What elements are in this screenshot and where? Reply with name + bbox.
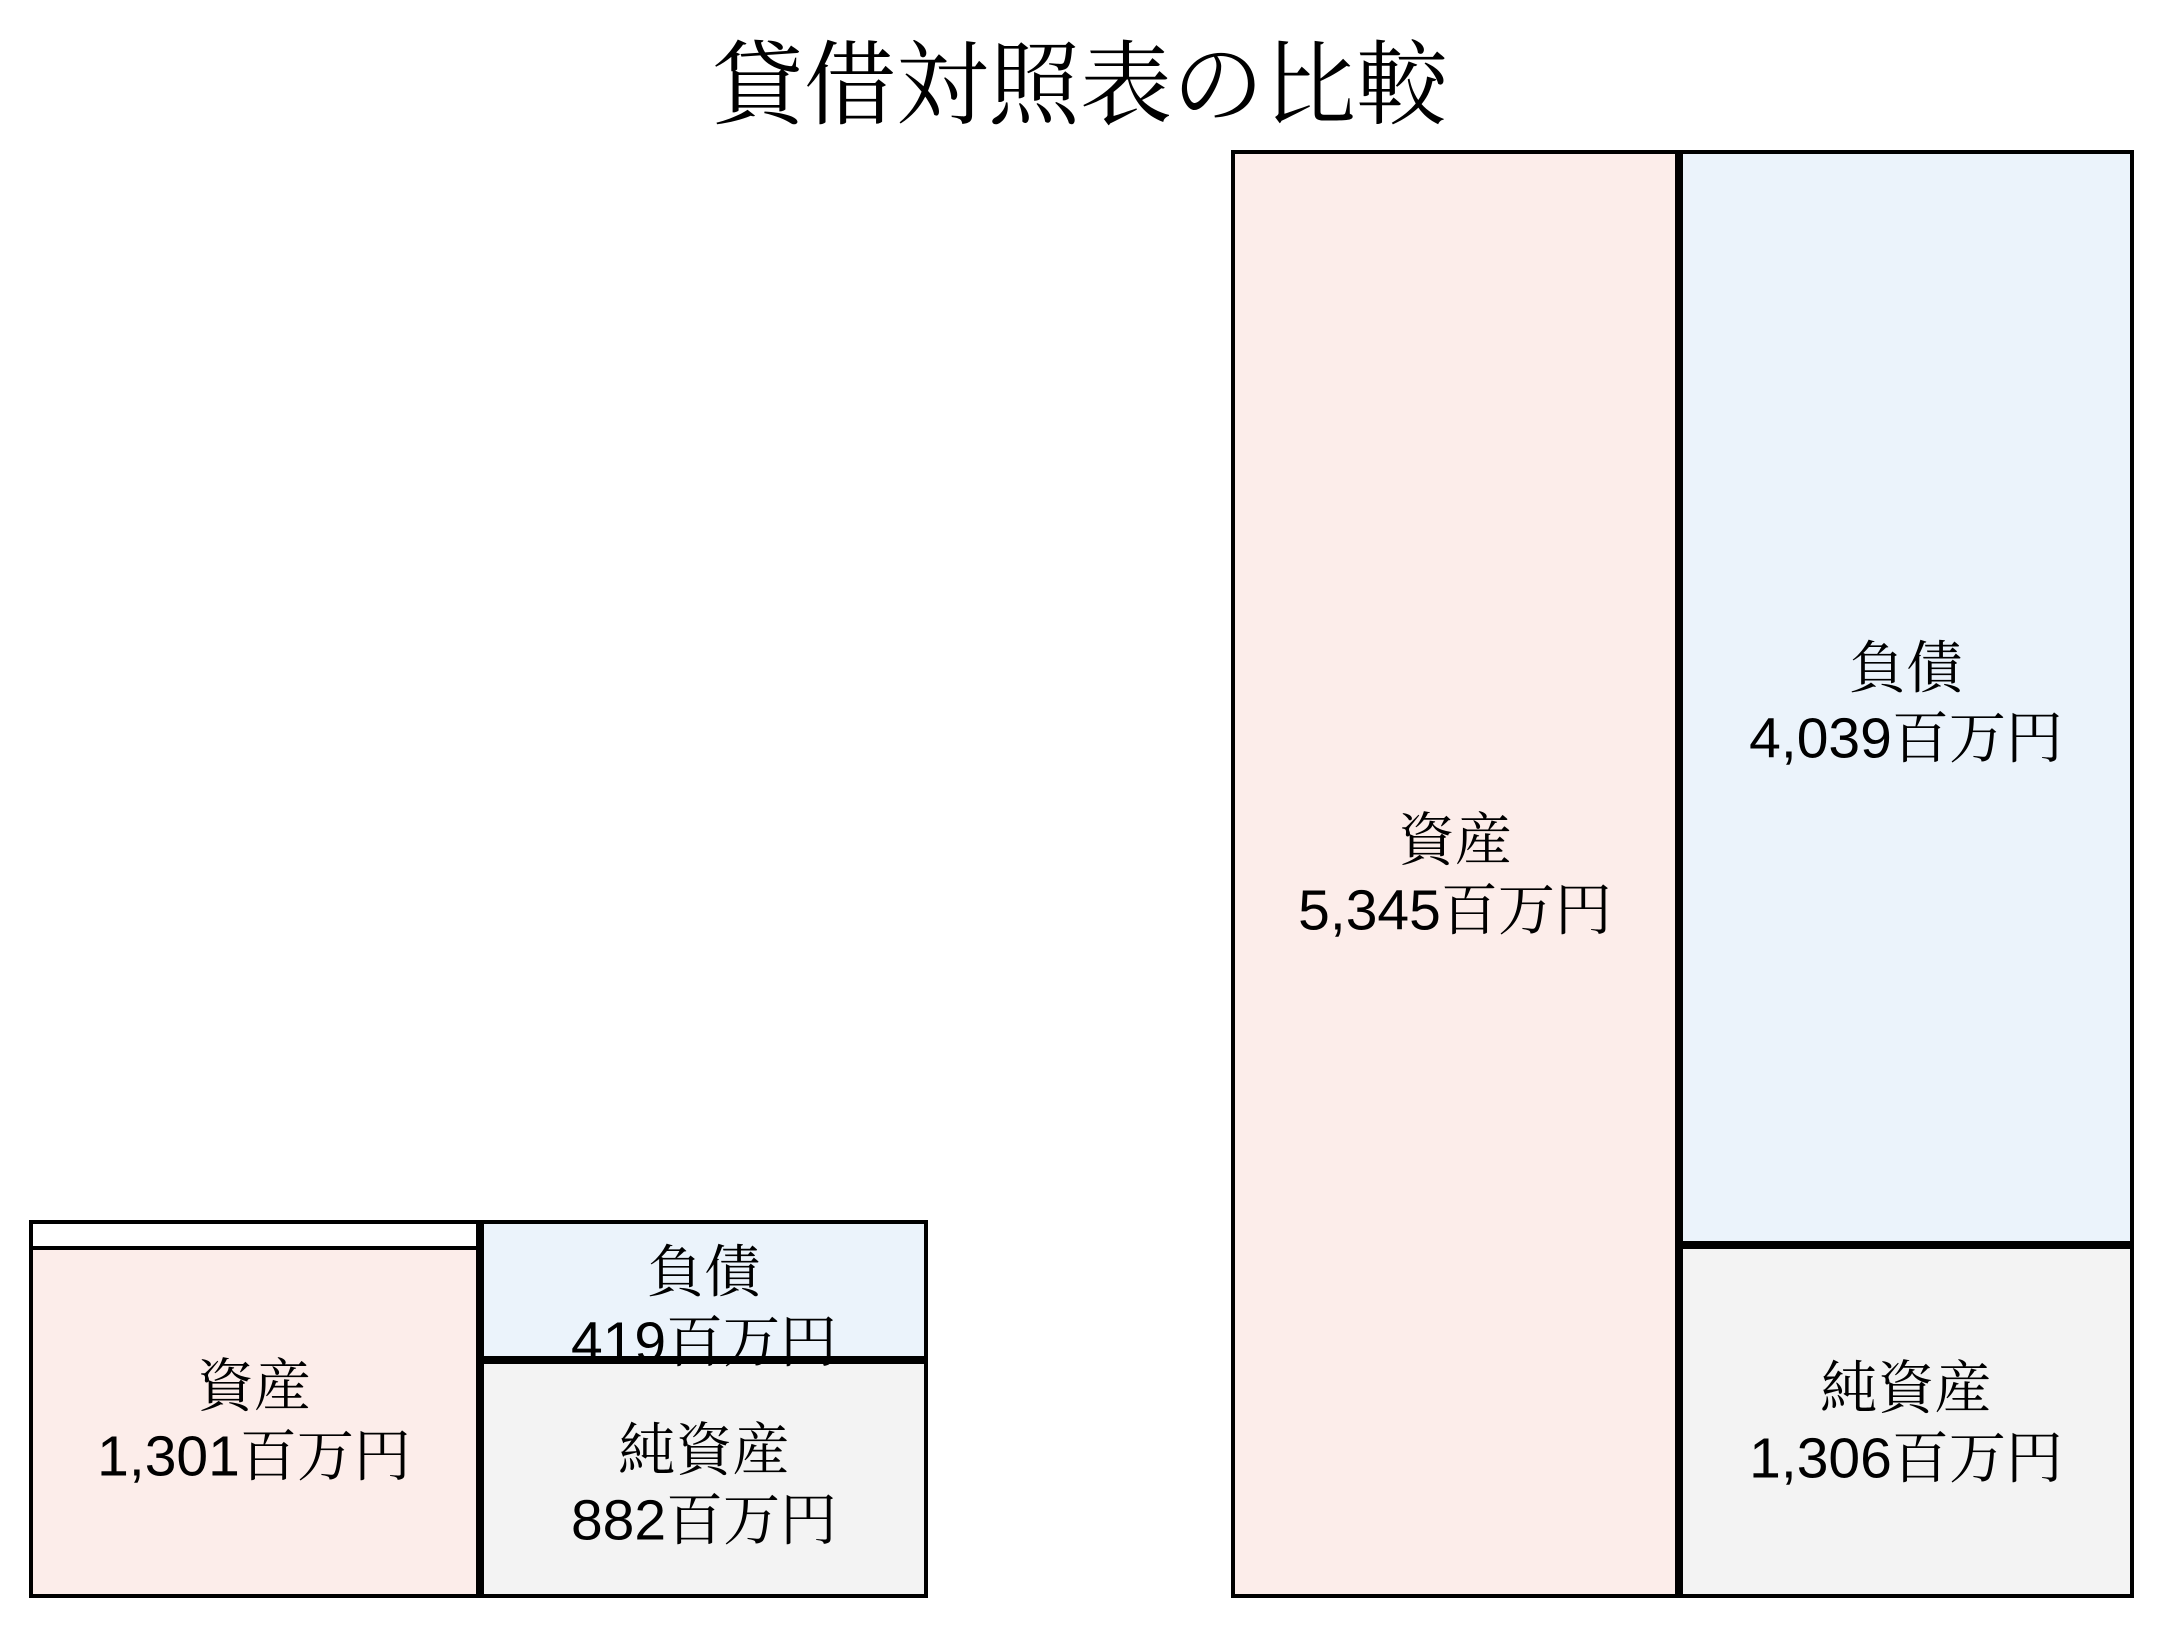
small-sheet-liabilities-value: 419百万円 <box>570 1310 838 1374</box>
small-sheet-assets-label <box>97 1352 411 1491</box>
small-sheet-net-assets-name: 純資産 <box>618 1418 790 1483</box>
small-sheet-liabilities-name: 負債 <box>646 1240 761 1305</box>
large-sheet-liabilities-value: 4,039百万円 <box>1749 706 2063 770</box>
small-sheet-net-assets-label <box>571 1416 837 1555</box>
large-sheet-liabilities-name: 負債 <box>1848 636 1963 701</box>
chart-title: 貸借対照表の比較 <box>711 35 1448 137</box>
large-sheet-assets-value: 5,345百万円 <box>1298 878 1612 942</box>
small-sheet-liabilities-label <box>571 1238 837 1377</box>
small-sheet-net-assets-value: 882百万円 <box>570 1488 838 1552</box>
large-sheet-net-assets-value: 1,306百万円 <box>1749 1426 2063 1490</box>
large-sheet-assets-label <box>1298 806 1612 945</box>
small-sheet-assets-value: 1,301百万円 <box>97 1424 411 1488</box>
large-sheet-net-assets-name: 純資産 <box>1820 1356 1992 1421</box>
small-sheet-assets-name: 資産 <box>196 1354 311 1419</box>
large-sheet-liabilities-label <box>1749 634 2063 773</box>
large-sheet-assets-name: 資産 <box>1397 808 1512 873</box>
large-sheet-net-assets-label <box>1749 1354 2063 1493</box>
